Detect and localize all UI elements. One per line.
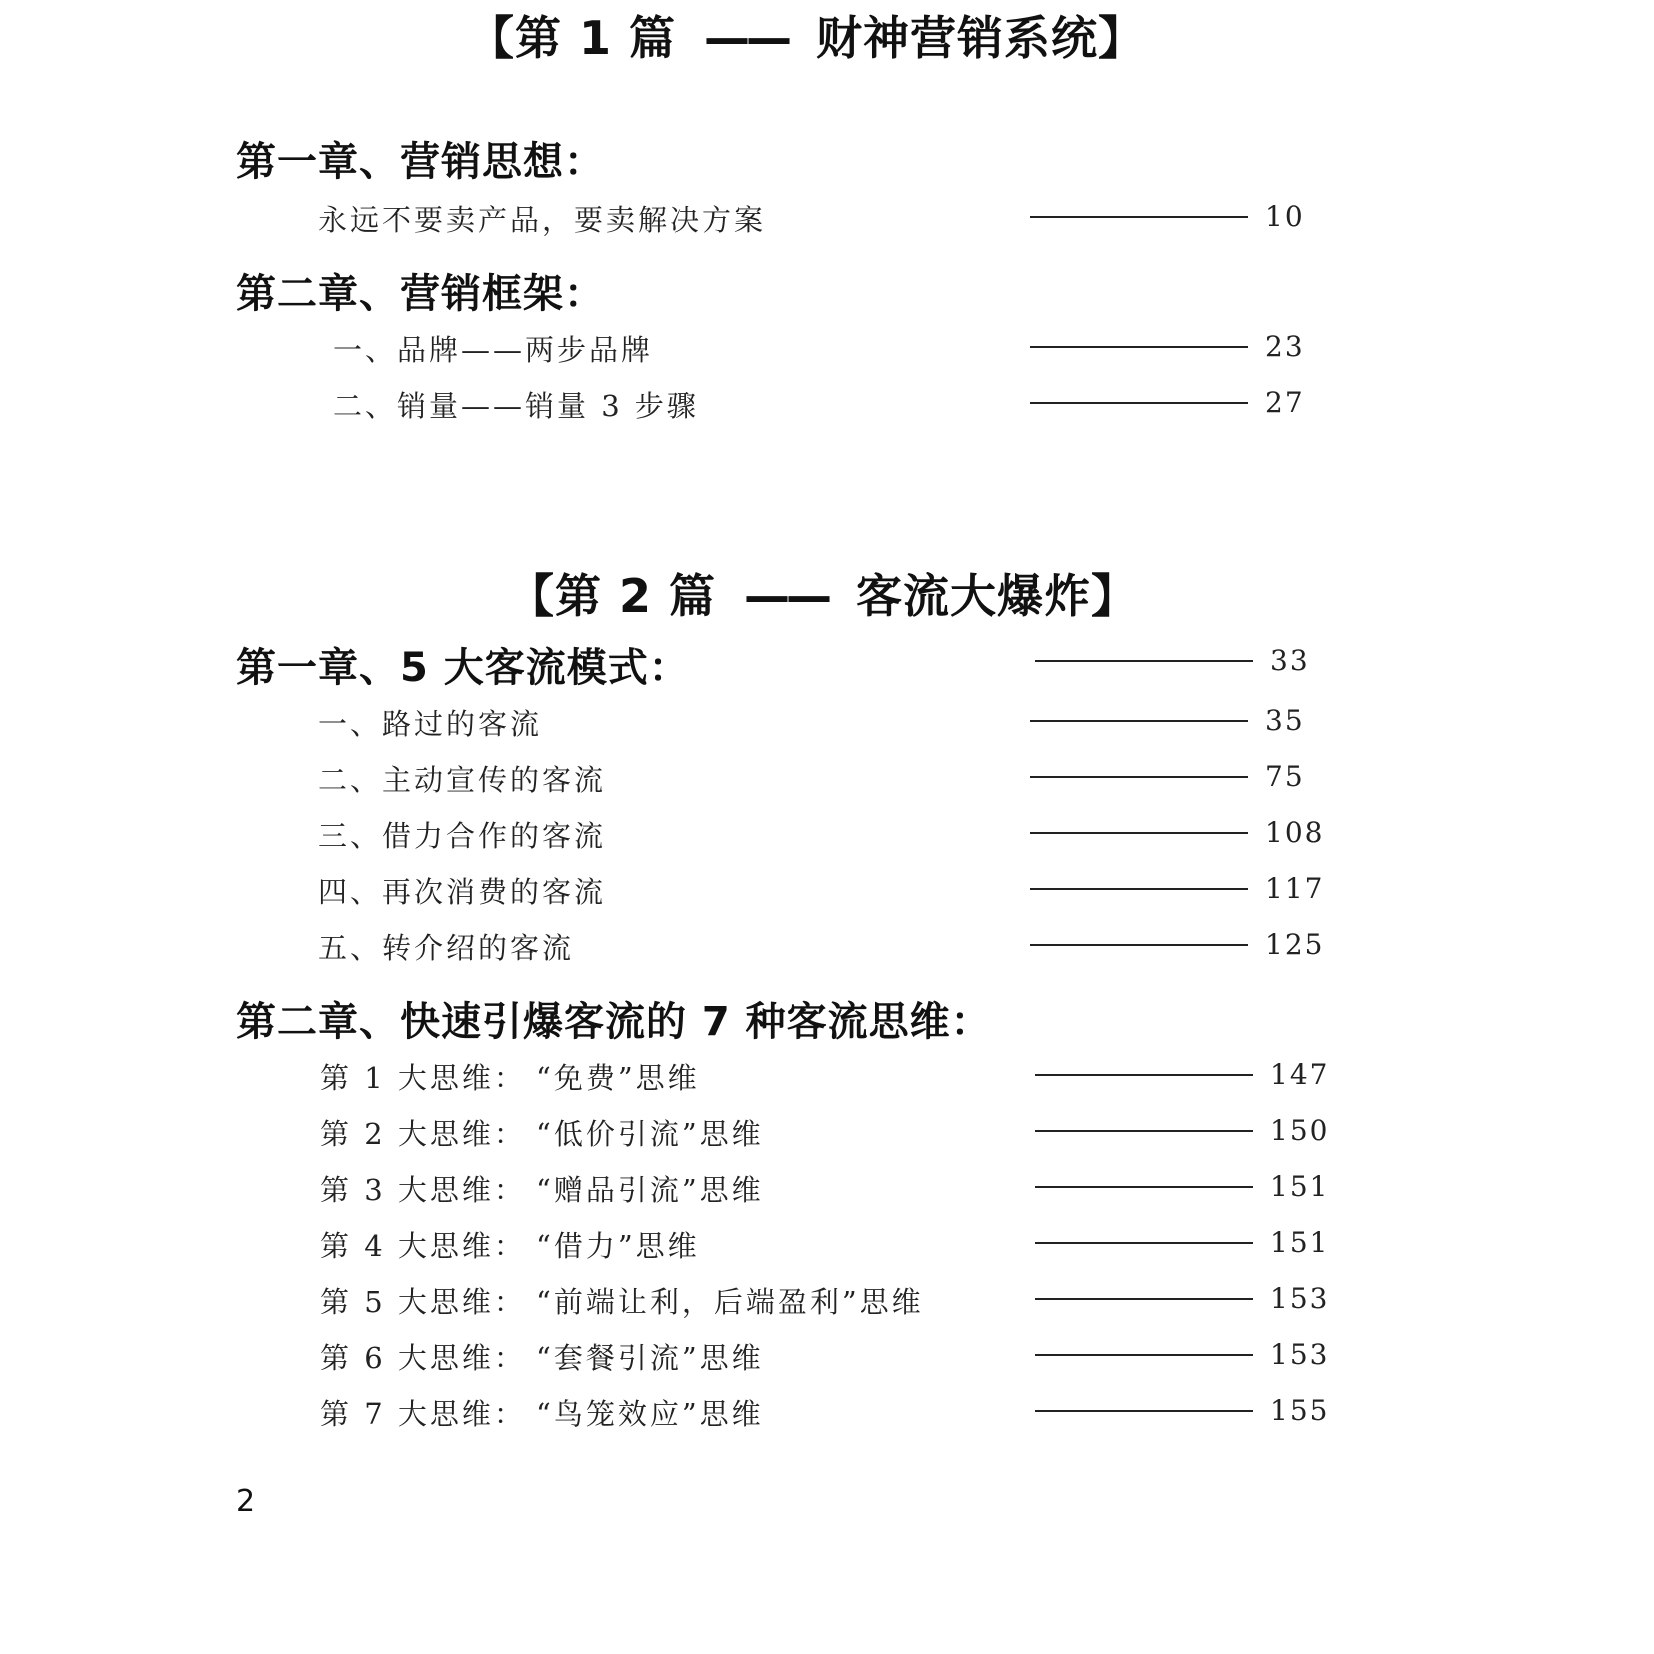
part2-ch1-entry-4-page: 117 bbox=[1265, 872, 1325, 905]
thinking-label: 第 1 大思维： bbox=[320, 1061, 526, 1095]
part1-title bbox=[468, 2, 1145, 68]
part1-title-suffix: 财神营销系统】 bbox=[816, 11, 1146, 65]
part2-ch1-entry-1: 一、路过的客流 bbox=[318, 707, 543, 741]
thinking-label: 第 3 大思维： bbox=[320, 1173, 526, 1207]
part1-chapter2-heading: 第二章、营销框架： bbox=[236, 271, 605, 317]
thinking-title: “低价引流”思维 bbox=[536, 1117, 764, 1151]
part2-ch1-entry-4: 四、再次消费的客流 bbox=[318, 875, 607, 909]
toc-leader bbox=[1035, 1130, 1253, 1132]
toc-leader bbox=[1035, 1298, 1253, 1300]
thinking-label: 第 5 大思维： bbox=[320, 1285, 526, 1319]
part2-ch2-entry-4-page: 151 bbox=[1270, 1226, 1330, 1259]
part1-ch2-entry-2-page: 27 bbox=[1265, 386, 1305, 419]
part2-ch2-entry-4 bbox=[320, 1224, 700, 1265]
part2-ch1-entry-3: 三、借力合作的客流 bbox=[318, 819, 607, 853]
thinking-title: “免费”思维 bbox=[536, 1061, 700, 1095]
toc-leader bbox=[1035, 1074, 1253, 1076]
toc-leader bbox=[1035, 660, 1253, 662]
part2-ch2-entry-3-page: 151 bbox=[1270, 1170, 1330, 1203]
part2-ch2-entry-1-page: 147 bbox=[1270, 1058, 1330, 1091]
toc-leader bbox=[1035, 1242, 1253, 1244]
part2-ch1-entry-5-page: 125 bbox=[1265, 928, 1325, 961]
part2-title-prefix: 【第 2 篇 bbox=[508, 569, 717, 623]
part2-ch2-entry-2-page: 150 bbox=[1270, 1114, 1330, 1147]
toc-leader bbox=[1030, 888, 1248, 890]
part2-ch2-entry-7 bbox=[320, 1392, 764, 1433]
part1-ch1-entry-1: 永远不要卖产品，要卖解决方案 bbox=[318, 203, 767, 237]
part2-chapter2-heading: 第二章、快速引爆客流的 7 种客流思维： bbox=[236, 999, 992, 1045]
part2-ch1-entry-1-page: 35 bbox=[1265, 704, 1305, 737]
part1-ch2-entry-2: 二、销量——销量 3 步骤 bbox=[333, 389, 699, 423]
part2-title-suffix: 客流大爆炸】 bbox=[856, 569, 1139, 623]
part2-ch2-entry-7-page: 155 bbox=[1270, 1394, 1330, 1427]
thinking-label: 第 7 大思维： bbox=[320, 1397, 526, 1431]
thinking-title: “借力”思维 bbox=[536, 1229, 700, 1263]
part2-ch1-entry-2: 二、主动宣传的客流 bbox=[318, 763, 607, 797]
part1-ch2-entry-1-page: 23 bbox=[1265, 330, 1305, 363]
thinking-title: “赠品引流”思维 bbox=[536, 1173, 764, 1207]
thinking-title: “前端让利，后端盈利”思维 bbox=[536, 1285, 924, 1319]
toc-leader bbox=[1030, 720, 1248, 722]
part2-title-dash: —— bbox=[744, 569, 829, 623]
part1-ch2-entry-1: 一、品牌——两步品牌 bbox=[333, 333, 654, 367]
part2-ch2-entry-6-page: 153 bbox=[1270, 1338, 1330, 1371]
part2-ch1-entry-2-page: 75 bbox=[1265, 760, 1305, 793]
part2-ch2-entry-5-page: 153 bbox=[1270, 1282, 1330, 1315]
part2-chapter1-page: 33 bbox=[1270, 644, 1310, 677]
part1-ch1-entry-1-page: 10 bbox=[1265, 200, 1305, 233]
part2-ch2-entry-6 bbox=[320, 1336, 764, 1377]
thinking-label: 第 2 大思维： bbox=[320, 1117, 526, 1151]
toc-leader bbox=[1030, 216, 1248, 218]
thinking-title: “鸟笼效应”思维 bbox=[536, 1397, 764, 1431]
part2-ch2-entry-1 bbox=[320, 1056, 700, 1097]
thinking-title: “套餐引流”思维 bbox=[536, 1341, 764, 1375]
toc-leader bbox=[1035, 1186, 1253, 1188]
thinking-label: 第 4 大思维： bbox=[320, 1229, 526, 1263]
toc-leader bbox=[1030, 944, 1248, 946]
toc-leader bbox=[1030, 346, 1248, 348]
part1-chapter1-heading: 第一章、营销思想： bbox=[236, 139, 605, 185]
part2-ch2-entry-3 bbox=[320, 1168, 764, 1209]
part1-title-prefix: 【第 1 篇 bbox=[468, 11, 677, 65]
toc-leader bbox=[1035, 1354, 1253, 1356]
toc-leader bbox=[1030, 776, 1248, 778]
part2-ch2-entry-2 bbox=[320, 1112, 764, 1153]
part1-title-dash: —— bbox=[704, 11, 789, 65]
toc-leader bbox=[1035, 1410, 1253, 1412]
part2-ch2-entry-5 bbox=[320, 1280, 924, 1321]
part2-ch1-entry-5: 五、转介绍的客流 bbox=[318, 931, 575, 965]
part2-ch1-entry-3-page: 108 bbox=[1265, 816, 1325, 849]
part2-title bbox=[508, 560, 1138, 626]
page-number: 2 bbox=[236, 1484, 256, 1519]
toc-leader bbox=[1030, 832, 1248, 834]
thinking-label: 第 6 大思维： bbox=[320, 1341, 526, 1375]
part2-chapter1-heading: 第一章、5 大客流模式： bbox=[236, 645, 690, 691]
toc-leader bbox=[1030, 402, 1248, 404]
